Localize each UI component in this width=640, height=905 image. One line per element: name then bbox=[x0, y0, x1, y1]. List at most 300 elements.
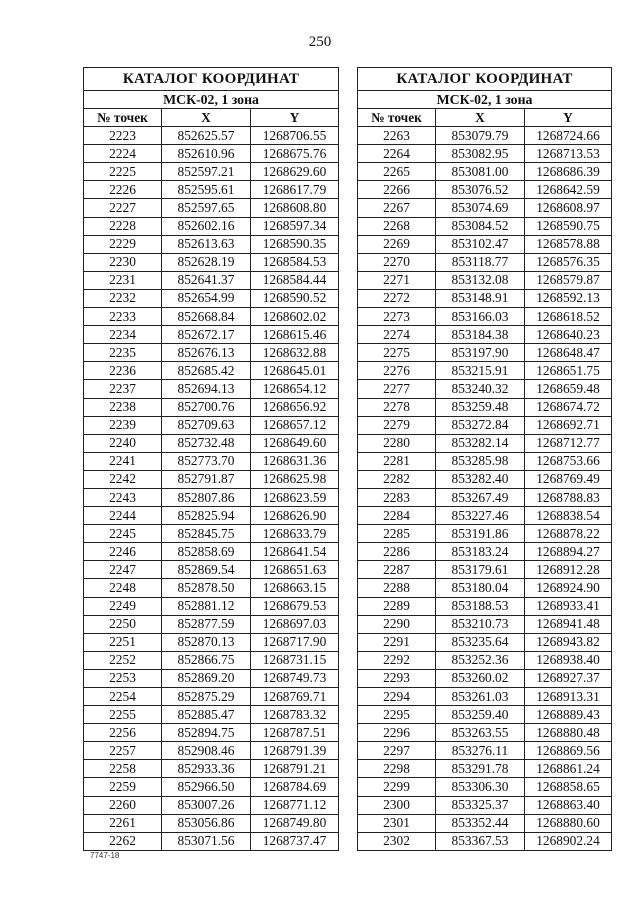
point-number-cell: 2242 bbox=[84, 470, 162, 488]
point-number-cell: 2294 bbox=[358, 688, 436, 706]
point-number-cell: 2301 bbox=[358, 814, 436, 832]
x-coordinate-cell: 852628.19 bbox=[162, 253, 251, 271]
table-row bbox=[84, 633, 339, 651]
point-number-cell: 2273 bbox=[358, 308, 436, 326]
point-number-cell: 2252 bbox=[84, 651, 162, 669]
x-coordinate-cell: 853084.52 bbox=[436, 217, 525, 235]
y-coordinate-cell: 1268631.36 bbox=[251, 452, 339, 470]
table-row bbox=[358, 796, 612, 814]
y-coordinate-cell: 1268679.53 bbox=[251, 597, 339, 615]
table-row bbox=[84, 217, 339, 235]
table-row bbox=[358, 615, 612, 633]
y-coordinate-cell: 1268706.55 bbox=[251, 127, 339, 145]
y-coordinate-cell: 1268889.43 bbox=[525, 706, 612, 724]
point-number-cell: 2245 bbox=[84, 525, 162, 543]
table-row bbox=[358, 181, 612, 199]
table-row bbox=[358, 579, 612, 597]
table-row bbox=[84, 814, 339, 832]
x-coordinate-cell: 853081.00 bbox=[436, 163, 525, 181]
x-coordinate-cell: 853282.40 bbox=[436, 470, 525, 488]
point-number-cell: 2233 bbox=[84, 308, 162, 326]
point-number-cell: 2292 bbox=[358, 651, 436, 669]
table-row bbox=[358, 724, 612, 742]
y-coordinate-cell: 1268663.15 bbox=[251, 579, 339, 597]
x-coordinate-cell: 853188.53 bbox=[436, 597, 525, 615]
x-coordinate-cell: 852869.20 bbox=[162, 669, 251, 687]
table-row bbox=[84, 688, 339, 706]
x-coordinate-cell: 852877.59 bbox=[162, 615, 251, 633]
table-row bbox=[84, 416, 339, 434]
x-coordinate-cell: 853007.26 bbox=[162, 796, 251, 814]
point-number-cell: 2227 bbox=[84, 199, 162, 217]
table-row bbox=[358, 778, 612, 796]
point-number-cell: 2253 bbox=[84, 669, 162, 687]
x-coordinate-cell: 853227.46 bbox=[436, 507, 525, 525]
table-row bbox=[84, 362, 339, 380]
y-coordinate-cell: 1268590.35 bbox=[251, 235, 339, 253]
x-coordinate-cell: 853082.95 bbox=[436, 145, 525, 163]
y-coordinate-cell: 1268933.41 bbox=[525, 597, 612, 615]
y-coordinate-cell: 1268769.71 bbox=[251, 688, 339, 706]
x-coordinate-cell: 853259.40 bbox=[436, 706, 525, 724]
point-number-cell: 2267 bbox=[358, 199, 436, 217]
y-coordinate-cell: 1268608.97 bbox=[525, 199, 612, 217]
point-number-cell: 2226 bbox=[84, 181, 162, 199]
point-number-cell: 2291 bbox=[358, 633, 436, 651]
point-number-cell: 2275 bbox=[358, 344, 436, 362]
x-coordinate-cell: 852676.13 bbox=[162, 344, 251, 362]
y-coordinate-cell: 1268912.28 bbox=[525, 561, 612, 579]
table-title: КАТАЛОГ КООРДИНАТ bbox=[84, 68, 339, 91]
table-row bbox=[84, 163, 339, 181]
y-coordinate-cell: 1268869.56 bbox=[525, 742, 612, 760]
x-coordinate-cell: 853260.02 bbox=[436, 669, 525, 687]
table-row bbox=[358, 253, 612, 271]
table-row bbox=[84, 507, 339, 525]
table-row bbox=[84, 543, 339, 561]
y-coordinate-cell: 1268640.23 bbox=[525, 326, 612, 344]
table-row bbox=[84, 760, 339, 778]
table-row bbox=[84, 796, 339, 814]
y-coordinate-cell: 1268717.90 bbox=[251, 633, 339, 651]
y-coordinate-cell: 1268597.34 bbox=[251, 217, 339, 235]
table-row bbox=[358, 398, 612, 416]
point-number-cell: 2243 bbox=[84, 488, 162, 506]
table-row bbox=[358, 452, 612, 470]
y-coordinate-cell: 1268592.13 bbox=[525, 289, 612, 307]
x-coordinate-cell: 853210.73 bbox=[436, 615, 525, 633]
y-coordinate-cell: 1268902.24 bbox=[525, 832, 612, 850]
y-coordinate-cell: 1268769.49 bbox=[525, 470, 612, 488]
table-row bbox=[84, 398, 339, 416]
y-coordinate-cell: 1268878.22 bbox=[525, 525, 612, 543]
table-row bbox=[358, 651, 612, 669]
point-number-cell: 2263 bbox=[358, 127, 436, 145]
table-row bbox=[84, 724, 339, 742]
table-row bbox=[84, 742, 339, 760]
table-row bbox=[358, 416, 612, 434]
y-coordinate-cell: 1268771.12 bbox=[251, 796, 339, 814]
x-coordinate-cell: 853352.44 bbox=[436, 814, 525, 832]
column-header-y: Y bbox=[525, 109, 612, 127]
y-coordinate-cell: 1268941.48 bbox=[525, 615, 612, 633]
x-coordinate-cell: 853235.64 bbox=[436, 633, 525, 651]
table-row bbox=[358, 326, 612, 344]
x-coordinate-cell: 853148.91 bbox=[436, 289, 525, 307]
y-coordinate-cell: 1268584.53 bbox=[251, 253, 339, 271]
table-row bbox=[358, 362, 612, 380]
table-row bbox=[84, 651, 339, 669]
point-number-cell: 2257 bbox=[84, 742, 162, 760]
table-row bbox=[84, 127, 339, 145]
x-coordinate-cell: 852597.21 bbox=[162, 163, 251, 181]
point-number-cell: 2262 bbox=[84, 832, 162, 850]
point-number-cell: 2268 bbox=[358, 217, 436, 235]
point-number-cell: 2300 bbox=[358, 796, 436, 814]
table-subtitle: МСК-02, 1 зона bbox=[358, 91, 612, 109]
point-number-cell: 2264 bbox=[358, 145, 436, 163]
table-row bbox=[358, 271, 612, 289]
x-coordinate-cell: 852885.47 bbox=[162, 706, 251, 724]
table-row bbox=[358, 760, 612, 778]
point-number-cell: 2297 bbox=[358, 742, 436, 760]
point-number-cell: 2229 bbox=[84, 235, 162, 253]
point-number-cell: 2239 bbox=[84, 416, 162, 434]
table-row bbox=[358, 235, 612, 253]
y-coordinate-cell: 1268625.98 bbox=[251, 470, 339, 488]
point-number-cell: 2290 bbox=[358, 615, 436, 633]
x-coordinate-cell: 852908.46 bbox=[162, 742, 251, 760]
x-coordinate-cell: 852869.54 bbox=[162, 561, 251, 579]
y-coordinate-cell: 1268858.65 bbox=[525, 778, 612, 796]
x-coordinate-cell: 852878.50 bbox=[162, 579, 251, 597]
x-coordinate-cell: 852773.70 bbox=[162, 452, 251, 470]
point-number-cell: 2272 bbox=[358, 289, 436, 307]
y-coordinate-cell: 1268618.52 bbox=[525, 308, 612, 326]
column-header-x: X bbox=[436, 109, 525, 127]
y-coordinate-cell: 1268623.59 bbox=[251, 488, 339, 506]
y-coordinate-cell: 1268629.60 bbox=[251, 163, 339, 181]
x-coordinate-cell: 853197.90 bbox=[436, 344, 525, 362]
point-number-cell: 2255 bbox=[84, 706, 162, 724]
coordinate-catalog-table-right bbox=[357, 67, 612, 851]
point-number-cell: 2289 bbox=[358, 597, 436, 615]
document-code: 7747-18 bbox=[90, 851, 120, 860]
point-number-cell: 2236 bbox=[84, 362, 162, 380]
table-title: КАТАЛОГ КООРДИНАТ bbox=[358, 68, 612, 91]
x-coordinate-cell: 853166.03 bbox=[436, 308, 525, 326]
point-number-cell: 2270 bbox=[358, 253, 436, 271]
table-row bbox=[358, 308, 612, 326]
point-number-cell: 2230 bbox=[84, 253, 162, 271]
x-coordinate-cell: 853282.14 bbox=[436, 434, 525, 452]
column-header-point-number: № точек bbox=[84, 109, 162, 127]
y-coordinate-cell: 1268617.79 bbox=[251, 181, 339, 199]
y-coordinate-cell: 1268894.27 bbox=[525, 543, 612, 561]
y-coordinate-cell: 1268838.54 bbox=[525, 507, 612, 525]
point-number-cell: 2302 bbox=[358, 832, 436, 850]
point-number-cell: 2241 bbox=[84, 452, 162, 470]
table-row bbox=[84, 253, 339, 271]
point-number-cell: 2225 bbox=[84, 163, 162, 181]
x-coordinate-cell: 852602.16 bbox=[162, 217, 251, 235]
x-coordinate-cell: 852613.63 bbox=[162, 235, 251, 253]
y-coordinate-cell: 1268737.47 bbox=[251, 832, 339, 850]
table-row bbox=[358, 633, 612, 651]
coordinate-catalog-table-left bbox=[83, 67, 339, 851]
y-coordinate-cell: 1268791.21 bbox=[251, 760, 339, 778]
x-coordinate-cell: 853071.56 bbox=[162, 832, 251, 850]
y-coordinate-cell: 1268724.66 bbox=[525, 127, 612, 145]
y-coordinate-cell: 1268642.59 bbox=[525, 181, 612, 199]
point-number-cell: 2276 bbox=[358, 362, 436, 380]
x-coordinate-cell: 852625.57 bbox=[162, 127, 251, 145]
x-coordinate-cell: 852610.96 bbox=[162, 145, 251, 163]
point-number-cell: 2256 bbox=[84, 724, 162, 742]
x-coordinate-cell: 853367.53 bbox=[436, 832, 525, 850]
point-number-cell: 2247 bbox=[84, 561, 162, 579]
x-coordinate-cell: 853306.30 bbox=[436, 778, 525, 796]
y-coordinate-cell: 1268749.80 bbox=[251, 814, 339, 832]
table-row bbox=[358, 380, 612, 398]
y-coordinate-cell: 1268657.12 bbox=[251, 416, 339, 434]
y-coordinate-cell: 1268791.39 bbox=[251, 742, 339, 760]
x-coordinate-cell: 853267.49 bbox=[436, 488, 525, 506]
y-coordinate-cell: 1268783.32 bbox=[251, 706, 339, 724]
y-coordinate-cell: 1268615.46 bbox=[251, 326, 339, 344]
point-number-cell: 2223 bbox=[84, 127, 162, 145]
y-coordinate-cell: 1268749.73 bbox=[251, 669, 339, 687]
table-row bbox=[358, 832, 612, 850]
x-coordinate-cell: 853102.47 bbox=[436, 235, 525, 253]
table-row bbox=[358, 561, 612, 579]
table-row bbox=[84, 199, 339, 217]
y-coordinate-cell: 1268626.90 bbox=[251, 507, 339, 525]
y-coordinate-cell: 1268927.37 bbox=[525, 669, 612, 687]
x-coordinate-cell: 853076.52 bbox=[436, 181, 525, 199]
point-number-cell: 2240 bbox=[84, 434, 162, 452]
x-coordinate-cell: 852875.29 bbox=[162, 688, 251, 706]
x-coordinate-cell: 853285.98 bbox=[436, 452, 525, 470]
point-number-cell: 2232 bbox=[84, 289, 162, 307]
table-row bbox=[84, 470, 339, 488]
point-number-cell: 2298 bbox=[358, 760, 436, 778]
point-number-cell: 2231 bbox=[84, 271, 162, 289]
point-number-cell: 2282 bbox=[358, 470, 436, 488]
y-coordinate-cell: 1268590.75 bbox=[525, 217, 612, 235]
table-row bbox=[84, 579, 339, 597]
point-number-cell: 2246 bbox=[84, 543, 162, 561]
x-coordinate-cell: 852966.50 bbox=[162, 778, 251, 796]
table-row bbox=[84, 344, 339, 362]
point-number-cell: 2274 bbox=[358, 326, 436, 344]
table-row bbox=[358, 543, 612, 561]
x-coordinate-cell: 853259.48 bbox=[436, 398, 525, 416]
table-row bbox=[358, 742, 612, 760]
page-number: 250 bbox=[308, 34, 332, 50]
column-header-x: X bbox=[162, 109, 251, 127]
x-coordinate-cell: 852866.75 bbox=[162, 651, 251, 669]
x-coordinate-cell: 853191.86 bbox=[436, 525, 525, 543]
y-coordinate-cell: 1268880.48 bbox=[525, 724, 612, 742]
point-number-cell: 2261 bbox=[84, 814, 162, 832]
point-number-cell: 2249 bbox=[84, 597, 162, 615]
table-row bbox=[358, 688, 612, 706]
x-coordinate-cell: 853056.86 bbox=[162, 814, 251, 832]
x-coordinate-cell: 853252.36 bbox=[436, 651, 525, 669]
table-row bbox=[358, 597, 612, 615]
x-coordinate-cell: 852845.75 bbox=[162, 525, 251, 543]
x-coordinate-cell: 852685.42 bbox=[162, 362, 251, 380]
x-coordinate-cell: 852933.36 bbox=[162, 760, 251, 778]
table-row bbox=[84, 308, 339, 326]
point-number-cell: 2228 bbox=[84, 217, 162, 235]
table-row bbox=[358, 434, 612, 452]
point-number-cell: 2235 bbox=[84, 344, 162, 362]
x-coordinate-cell: 852694.13 bbox=[162, 380, 251, 398]
point-number-cell: 2279 bbox=[358, 416, 436, 434]
table-row bbox=[84, 561, 339, 579]
y-coordinate-cell: 1268753.66 bbox=[525, 452, 612, 470]
table-row bbox=[84, 615, 339, 633]
point-number-cell: 2281 bbox=[358, 452, 436, 470]
point-number-cell: 2278 bbox=[358, 398, 436, 416]
y-coordinate-cell: 1268649.60 bbox=[251, 434, 339, 452]
point-number-cell: 2258 bbox=[84, 760, 162, 778]
point-number-cell: 2260 bbox=[84, 796, 162, 814]
table-row bbox=[84, 235, 339, 253]
y-coordinate-cell: 1268938.40 bbox=[525, 651, 612, 669]
y-coordinate-cell: 1268697.03 bbox=[251, 615, 339, 633]
x-coordinate-cell: 853240.32 bbox=[436, 380, 525, 398]
y-coordinate-cell: 1268675.76 bbox=[251, 145, 339, 163]
x-coordinate-cell: 852641.37 bbox=[162, 271, 251, 289]
x-coordinate-cell: 852709.63 bbox=[162, 416, 251, 434]
x-coordinate-cell: 853276.11 bbox=[436, 742, 525, 760]
table-row bbox=[358, 163, 612, 181]
point-number-cell: 2224 bbox=[84, 145, 162, 163]
y-coordinate-cell: 1268712.77 bbox=[525, 434, 612, 452]
x-coordinate-cell: 853215.91 bbox=[436, 362, 525, 380]
y-coordinate-cell: 1268602.02 bbox=[251, 308, 339, 326]
y-coordinate-cell: 1268584.44 bbox=[251, 271, 339, 289]
y-coordinate-cell: 1268641.54 bbox=[251, 543, 339, 561]
y-coordinate-cell: 1268787.51 bbox=[251, 724, 339, 742]
point-number-cell: 2234 bbox=[84, 326, 162, 344]
point-number-cell: 2285 bbox=[358, 525, 436, 543]
point-number-cell: 2284 bbox=[358, 507, 436, 525]
point-number-cell: 2259 bbox=[84, 778, 162, 796]
y-coordinate-cell: 1268788.83 bbox=[525, 488, 612, 506]
point-number-cell: 2271 bbox=[358, 271, 436, 289]
point-number-cell: 2254 bbox=[84, 688, 162, 706]
y-coordinate-cell: 1268863.40 bbox=[525, 796, 612, 814]
table-row bbox=[84, 706, 339, 724]
table-row bbox=[358, 525, 612, 543]
table-row bbox=[84, 181, 339, 199]
table-row bbox=[84, 145, 339, 163]
table-subtitle: МСК-02, 1 зона bbox=[84, 91, 339, 109]
x-coordinate-cell: 852894.75 bbox=[162, 724, 251, 742]
point-number-cell: 2286 bbox=[358, 543, 436, 561]
x-coordinate-cell: 852858.69 bbox=[162, 543, 251, 561]
point-number-cell: 2293 bbox=[358, 669, 436, 687]
y-coordinate-cell: 1268692.71 bbox=[525, 416, 612, 434]
x-coordinate-cell: 853261.03 bbox=[436, 688, 525, 706]
point-number-cell: 2299 bbox=[358, 778, 436, 796]
point-number-cell: 2251 bbox=[84, 633, 162, 651]
x-coordinate-cell: 853291.78 bbox=[436, 760, 525, 778]
y-coordinate-cell: 1268784.69 bbox=[251, 778, 339, 796]
x-coordinate-cell: 852732.48 bbox=[162, 434, 251, 452]
y-coordinate-cell: 1268943.82 bbox=[525, 633, 612, 651]
y-coordinate-cell: 1268686.39 bbox=[525, 163, 612, 181]
x-coordinate-cell: 852807.86 bbox=[162, 488, 251, 506]
y-coordinate-cell: 1268656.92 bbox=[251, 398, 339, 416]
table-row bbox=[84, 669, 339, 687]
point-number-cell: 2250 bbox=[84, 615, 162, 633]
point-number-cell: 2248 bbox=[84, 579, 162, 597]
x-coordinate-cell: 852881.12 bbox=[162, 597, 251, 615]
x-coordinate-cell: 853183.24 bbox=[436, 543, 525, 561]
point-number-cell: 2287 bbox=[358, 561, 436, 579]
table-row bbox=[84, 832, 339, 850]
table-row bbox=[84, 289, 339, 307]
y-coordinate-cell: 1268645.01 bbox=[251, 362, 339, 380]
point-number-cell: 2269 bbox=[358, 235, 436, 253]
table-row bbox=[358, 127, 612, 145]
x-coordinate-cell: 852668.84 bbox=[162, 308, 251, 326]
x-coordinate-cell: 852595.61 bbox=[162, 181, 251, 199]
table-row bbox=[84, 525, 339, 543]
x-coordinate-cell: 852825.94 bbox=[162, 507, 251, 525]
point-number-cell: 2296 bbox=[358, 724, 436, 742]
y-coordinate-cell: 1268578.88 bbox=[525, 235, 612, 253]
y-coordinate-cell: 1268861.24 bbox=[525, 760, 612, 778]
point-number-cell: 2283 bbox=[358, 488, 436, 506]
y-coordinate-cell: 1268632.88 bbox=[251, 344, 339, 362]
table-row bbox=[358, 669, 612, 687]
x-coordinate-cell: 853118.77 bbox=[436, 253, 525, 271]
x-coordinate-cell: 853184.38 bbox=[436, 326, 525, 344]
table-row bbox=[358, 217, 612, 235]
point-number-cell: 2238 bbox=[84, 398, 162, 416]
x-coordinate-cell: 852654.99 bbox=[162, 289, 251, 307]
x-coordinate-cell: 852700.76 bbox=[162, 398, 251, 416]
y-coordinate-cell: 1268651.75 bbox=[525, 362, 612, 380]
y-coordinate-cell: 1268590.52 bbox=[251, 289, 339, 307]
table-row bbox=[84, 488, 339, 506]
table-row bbox=[358, 488, 612, 506]
x-coordinate-cell: 853079.79 bbox=[436, 127, 525, 145]
table-row bbox=[358, 344, 612, 362]
x-coordinate-cell: 853263.55 bbox=[436, 724, 525, 742]
y-coordinate-cell: 1268880.60 bbox=[525, 814, 612, 832]
x-coordinate-cell: 852672.17 bbox=[162, 326, 251, 344]
y-coordinate-cell: 1268913.31 bbox=[525, 688, 612, 706]
table-row bbox=[84, 380, 339, 398]
column-header-y: Y bbox=[251, 109, 339, 127]
point-number-cell: 2280 bbox=[358, 434, 436, 452]
point-number-cell: 2237 bbox=[84, 380, 162, 398]
table-row bbox=[358, 470, 612, 488]
point-number-cell: 2277 bbox=[358, 380, 436, 398]
point-number-cell: 2288 bbox=[358, 579, 436, 597]
x-coordinate-cell: 853180.04 bbox=[436, 579, 525, 597]
y-coordinate-cell: 1268608.80 bbox=[251, 199, 339, 217]
y-coordinate-cell: 1268651.63 bbox=[251, 561, 339, 579]
point-number-cell: 2266 bbox=[358, 181, 436, 199]
